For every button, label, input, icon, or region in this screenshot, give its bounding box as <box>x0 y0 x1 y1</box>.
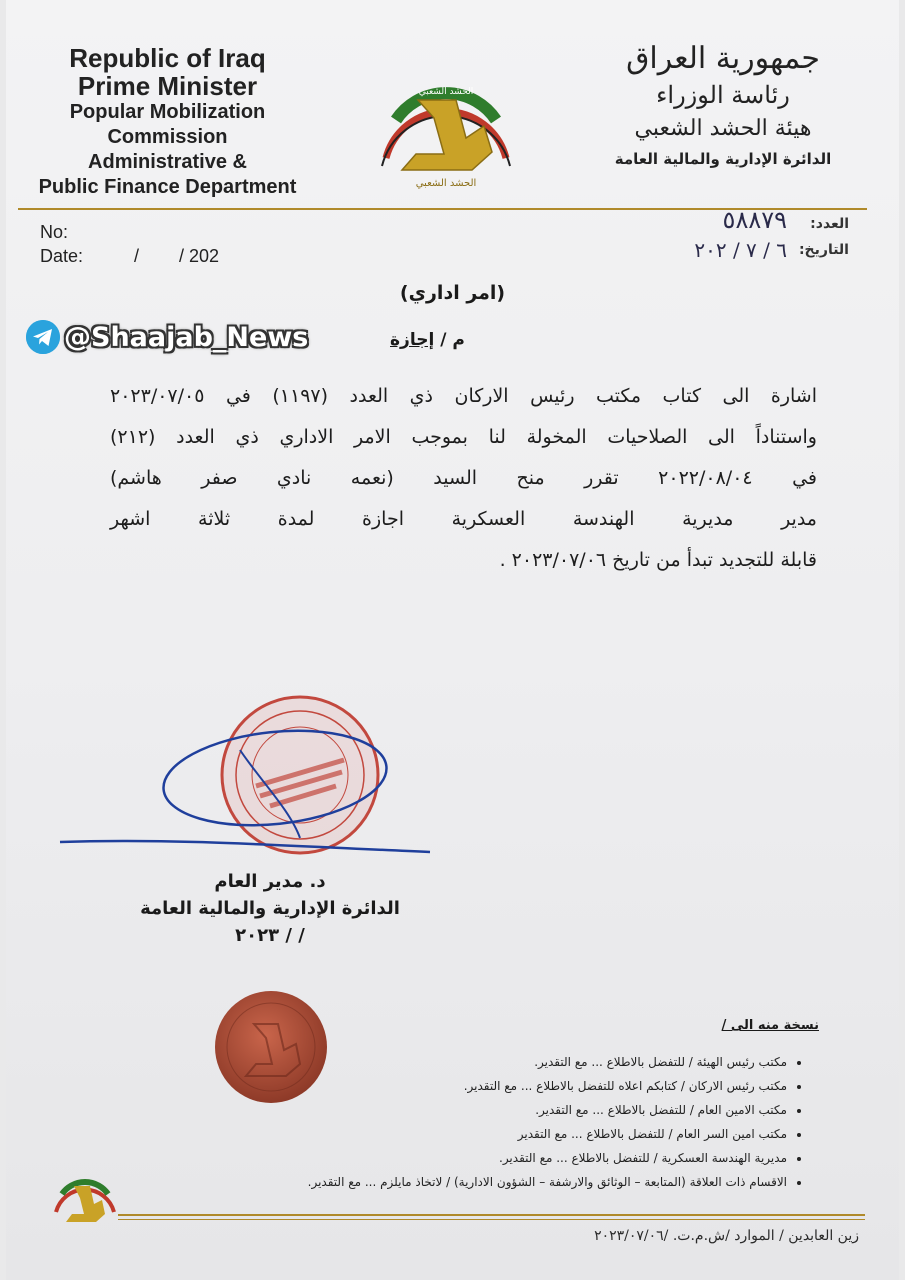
copies-list <box>227 1050 805 1194</box>
copies-heading: نسخة منه الى / <box>721 1018 819 1033</box>
subject-line <box>390 330 465 350</box>
signatory-title: د. مدير العام <box>214 871 326 892</box>
body-line: اشارة الى كتاب مكتب رئيس الاركان ذي العدد (١١٩٧) في ٢٠٢٣/٠٧/٠٥ <box>110 385 817 407</box>
order-body <box>110 376 817 581</box>
pmf-logo <box>372 66 520 190</box>
footer-divider-thin <box>118 1219 865 1220</box>
footer-logo <box>50 1168 120 1232</box>
letterhead-line: رئاسة الوزراء <box>656 81 790 109</box>
signature-scribble <box>60 720 430 860</box>
logo-main-text: الحشد الشعبي <box>415 178 477 189</box>
channel-watermark <box>26 320 308 354</box>
date-value: / / 202 <box>134 246 220 266</box>
letterhead-line: Popular Mobilization <box>69 101 266 123</box>
letterhead-line: Public Finance Department <box>38 176 297 198</box>
list-item: • مكتب رئيس الهيئة / للتفضل بالاطلاع ... مع التقدير. <box>227 1050 787 1074</box>
signatory-department: الدائرة الإدارية والمالية العامة <box>140 898 400 919</box>
footer-divider <box>118 1214 865 1216</box>
handwritten-number: ٥٨٨٧٩ <box>722 206 787 234</box>
logo-arc-text: الحشد الشعبي <box>418 87 474 97</box>
order-title: (امر اداري) <box>399 282 506 304</box>
arabic-letterhead <box>593 40 853 172</box>
body-line: واستناداً الى الصلاحيات المخولة لنا بموجب الامر الاداري ذي العدد (٢١٢) <box>110 426 817 448</box>
letterhead-line: هيئة الحشد الشعبي <box>634 116 812 141</box>
letterhead-line: Commission <box>107 126 228 148</box>
signatory-block <box>130 868 410 949</box>
body-line: مدير مديرية الهندسة العسكرية اجازة لمدة ثلاثة اشهر <box>110 508 817 530</box>
letterhead-line: Republic of Iraq <box>69 43 266 73</box>
letterhead-line: جمهورية العراق <box>626 41 820 76</box>
telegram-icon <box>26 320 60 354</box>
letterhead-line: الدائرة الإدارية والمالية العامة <box>614 150 832 168</box>
list-item: • مكتب رئيس الاركان / كتابكم اعلاه للتفضل بالاطلاع ... مع التقدير. <box>227 1074 787 1098</box>
footer-reference: زين العابدين / الموارد /ش.م.ت. /٢٠٢٣/٠٧/٠٦ <box>594 1228 859 1244</box>
watermark-text: @Shaajab_News <box>64 321 309 353</box>
list-item: • مديرية الهندسة العسكرية / للتفضل بالاطلاع ... مع التقدير. <box>227 1146 787 1170</box>
english-letterhead <box>30 44 305 200</box>
subject-text: إجازة <box>390 330 435 350</box>
letterhead-line: Administrative & <box>88 151 247 173</box>
body-line: في ٢٠٢٢/٠٨/٠٤ تقرر منح السيد (نعمه نادي صفر هاشم) <box>110 467 817 489</box>
handwritten-date: ٦ / ٧ / ٢٠٢ <box>694 238 787 262</box>
list-item: • مكتب امين السر العام / للتفضل بالاطلاع ... مع التقدير <box>227 1122 787 1146</box>
date-label: Date: <box>40 246 84 266</box>
letterhead-line: Prime Minister <box>77 71 258 101</box>
subject-prefix: م / <box>434 330 465 350</box>
signatory-date: / / ٢٠٢٣ <box>235 925 305 946</box>
number-label-ar: العدد: <box>810 216 849 232</box>
list-item: • الاقسام ذات العلاقة (المتابعة – الوثائق والارشفة – الشؤون الادارية) / لاتخاذ مايلزم ... مع التقدير. <box>227 1170 787 1194</box>
no-label: No: <box>40 222 69 242</box>
list-item: • مكتب الامين العام / للتفضل بالاطلاع ... مع التقدير. <box>227 1098 787 1122</box>
body-line: قابلة للتجديد تبدأ من تاريخ ٢٠٢٣/٠٧/٠٦ . <box>499 549 817 571</box>
date-label-ar: التاريخ: <box>798 242 849 258</box>
